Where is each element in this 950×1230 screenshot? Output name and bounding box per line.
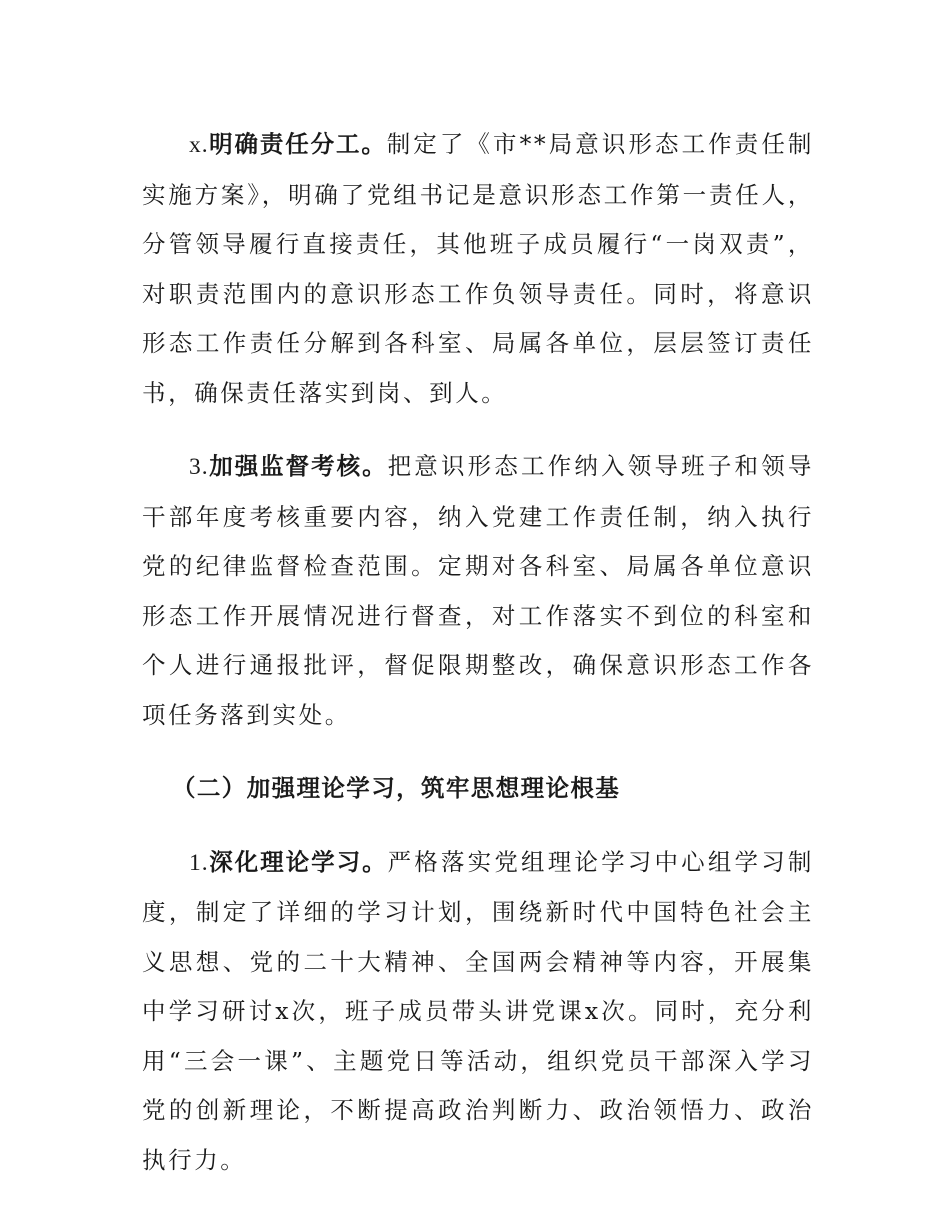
- paragraph-lead: 加强监督考核。: [208, 452, 388, 480]
- paragraph-responsibility: [142, 120, 814, 418]
- paragraph-body: 把意识形态工作纳入领导班子和领导干部年度考核重要内容，纳入党建工作责任制，纳入执行党的纪律监督检查范围。定期对各科室、局属各单位意识形态工作开展情况进行督查，对工作落实不到位的科室和个人进行通报批评，督促限期整改，确保意识形态工作各项任务落到实处。: [142, 452, 814, 729]
- paragraph-body: 制定了《市**局意识形态工作责任制实施方案》，明确了党组书记是意识形态工作第一责任人，分管领导履行直接责任，其他班子成员履行“一岗双责”，对职责范围内的意识形态工作负领导责任。同时，将意识形态工作责任分解到各科室、局属各单位，层层签订责任书，确保责任落实到岗、到人。: [142, 130, 814, 407]
- paragraph-theory-study: [142, 838, 814, 1186]
- section-heading: （二）加强理论学习，筑牢思想理论根基: [172, 774, 621, 802]
- document-body: [142, 120, 814, 1209]
- paragraph-body: 严格落实党组理论学习中心组学习制度，制定了详细的学习计划，围绕新时代中国特色社会主义思想、党的二十大精神、全国两会精神等内容，开展集中学习研讨x次，班子成员带头讲党课x次。同时，充分利用“三会一课”、主题党日等活动，组织党员干部深入学习党的创新理论，不断提高政治判断力、政治领悟力、政治执行力。: [142, 847, 814, 1174]
- paragraph-supervision: [142, 442, 814, 740]
- paragraph-lead: 深化理论学习。: [208, 847, 388, 876]
- paragraph-number: x.: [189, 132, 209, 158]
- paragraph-number: 3.: [189, 454, 209, 480]
- paragraph-lead: 明确责任分工。: [208, 130, 387, 158]
- paragraph-number: 1.: [189, 849, 209, 876]
